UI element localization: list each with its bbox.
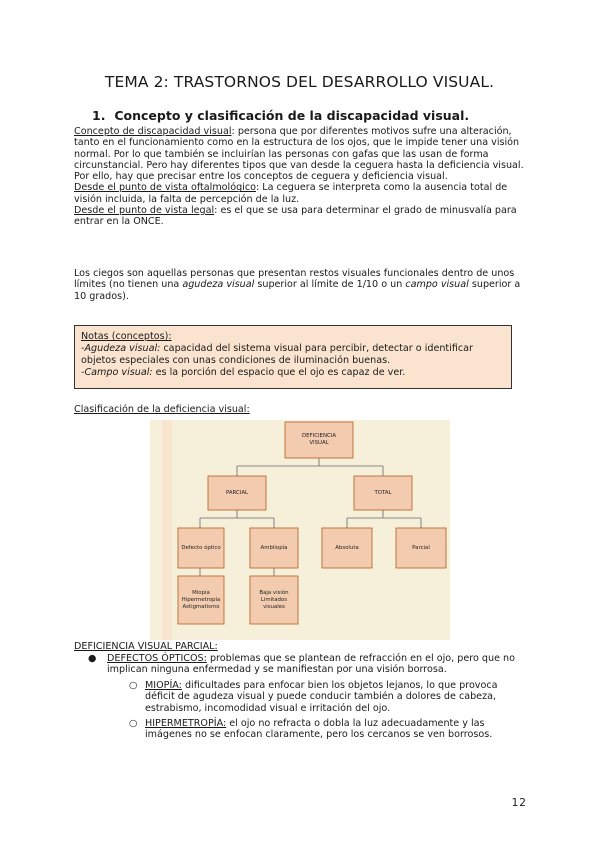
diagram-node-parcial-total: Parcial [412,544,430,551]
section-title: Concepto y clasificación de la discapacidad visual. [114,108,470,123]
ophthalmo-term: Desde el punto de vista oftalmológico [74,182,256,194]
diagram-node-ambliopia: Ambliopía [260,544,288,551]
section-heading [92,108,469,123]
note-term-2: -Campo visual: [81,367,153,378]
defectos-term: DEFECTOS ÓPTICOS: [107,653,207,664]
concept-text: : persona que por diferentes motivos sufre una alteración, tanto en el funcionamiento como en la estructura de los ojos, que le impide tener una visión normal. Por lo que también se incluirían las personas con gafas que las usan de forma circunstancial. Pero hay diferentes tipos que van desde la ceguera hasta la deficiencia visual. Por ello, hay que precisar entre los conceptos de ceguera y deficiencia visual. [74,126,524,183]
hipermetropia-text: el ojo no refracta o dobla la luz adecuadamente y las imágenes no se enfocan claramente, pero los cercanos se ven borrosos. [145,718,493,741]
concept-term: Concepto de discapacidad visual [74,126,232,137]
diagram-node-baja-vision [250,576,298,624]
diagram-node-absoluta: Absoluta [335,544,359,551]
diagram-leaf-visuales: visuales [263,603,285,610]
notes-heading: Notas (conceptos): [81,331,172,342]
diagram-node-refraction-list [178,576,224,624]
page-title: TEMA 2: TRASTORNOS DEL DESARROLLO VISUAL. [104,73,495,91]
defectos-text: problemas que se plantean de refracción en el ojo, pero que no implican ninguna enfermedad y se manifiestan por una visión borrosa. [107,653,515,676]
bullet-dot-icon: ● [88,653,97,664]
diagram-leaf-miopia: Miopía [192,589,210,596]
diagram-leaf-hipermetropia: Hipermetropía [181,596,221,603]
diagram-leaf-astigmatismo: Astigmatismo [182,603,220,610]
blind-em-2: campo visual [405,279,469,291]
classification-diagram [150,420,450,640]
note-term-1: -Agudeza visual: [81,343,161,354]
classification-label: Clasificación de la deficiencia visual: [74,404,250,415]
section-number: 1. [92,108,106,123]
note-text-1: capacidad del sistema visual para percibir, detectar o identificar objetos especiales con unas condiciones de iluminación buenas. [81,343,473,366]
miopia-item [145,680,525,714]
bullet-circle-icon: ○ [129,718,138,729]
hipermetropia-term: HIPERMETROPÍA: [145,718,227,729]
notes-box [74,325,512,389]
defectos-item [107,653,527,676]
blind-text-1: Los ciegos son aquellas personas que presentan restos visuales funcionales dentro de unos límites (no tienen una [74,268,515,291]
miopia-term: MIOPÍA: [145,680,182,691]
diagram-leaf-baja-vision: Baja visión [259,589,289,596]
concept-paragraph [74,126,534,228]
ophthalmo-text: : La ceguera se interpreta como la ausencia total de visión incluida, la falta de percepción de la luz. [74,182,508,205]
hipermetropia-item [145,718,525,741]
blind-em-1: agudeza visual [182,279,255,291]
parcial-heading: DEFICIENCIA VISUAL PARCIAL: [74,641,218,652]
diagram-node-parcial: PARCIAL [225,489,249,496]
blind-text-2: superior al límite de 1/10 o un [254,279,406,291]
bullet-circle-icon: ○ [129,680,138,691]
note-text-2: es la porción del espacio que el ojo es capaz de ver. [152,367,406,378]
diagram-leaf-limitados: Limitados [260,596,288,603]
diagram-side-strip [162,420,172,640]
legal-text: : es el que se usa para determinar el grado de minusvalía para entrar en la ONCE. [74,205,517,228]
page-number: 12 [511,797,527,809]
diagram-root-line2: VISUAL [309,440,329,446]
diagram-node-total: TOTAL [374,489,392,496]
diagram-node-root [285,422,353,458]
diagram-root-line1: DEFICIENCIA [301,433,337,439]
diagram-node-defecto: Defecto óptico [181,544,221,551]
legal-term: Desde el punto de vista legal [74,205,215,217]
blind-text-3: superior a 10 grados). [74,279,521,302]
blind-paragraph [74,268,534,302]
miopia-text: dificultades para enfocar bien los objetos lejanos, lo que provoca déficit de agudeza visual y puede conducir también a dolores de cabeza, estrabismo, incomodidad visual e irritación del ojo. [145,680,498,714]
